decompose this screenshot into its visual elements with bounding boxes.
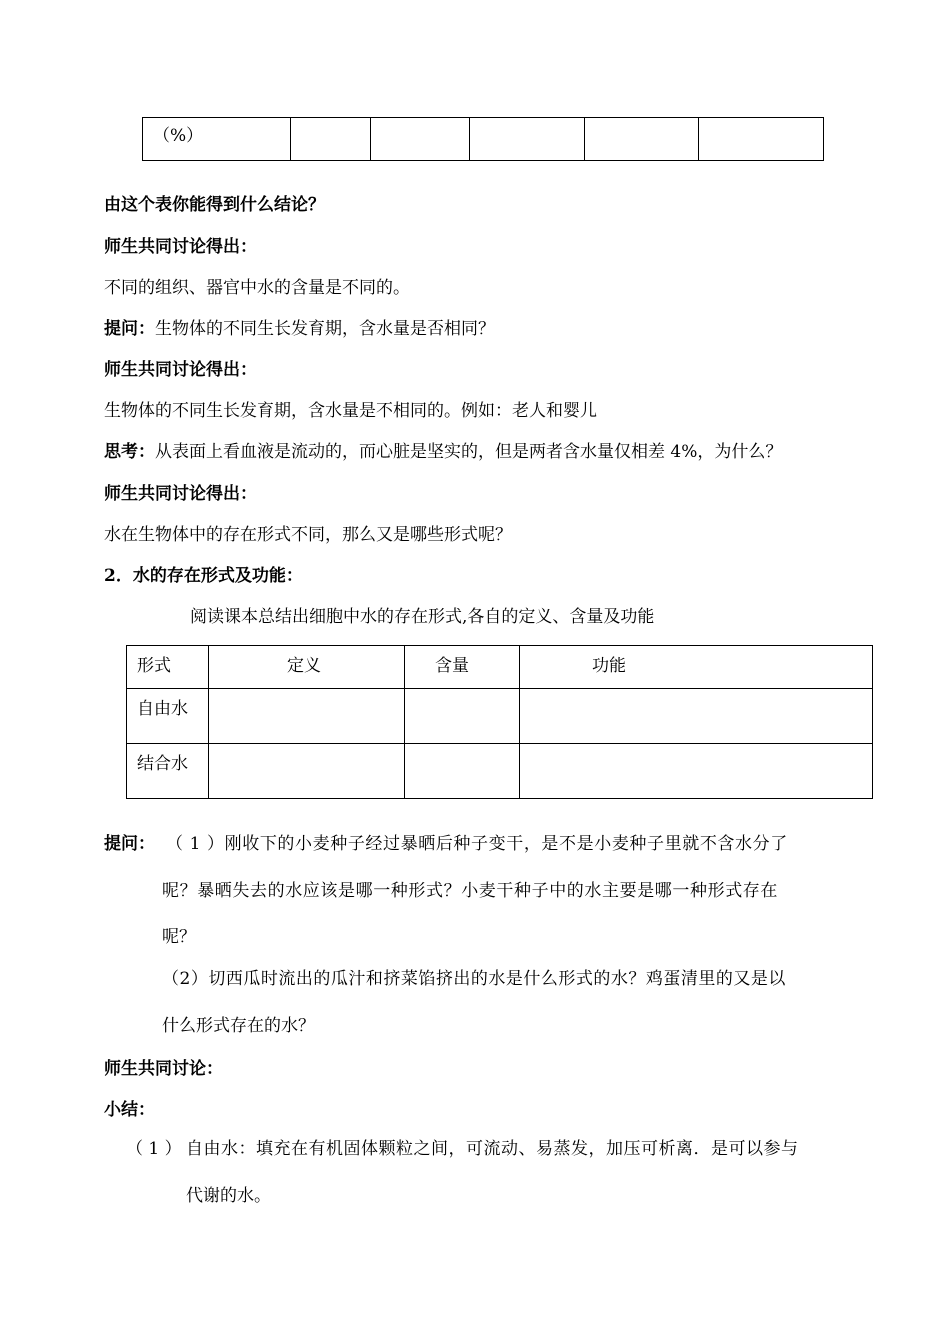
summary-item-number: （ 1 ） xyxy=(126,1139,182,1159)
table-cell xyxy=(520,689,873,744)
conclusion-question: 由这个表你能得到什么结论？ xyxy=(104,195,325,215)
table-cell xyxy=(290,118,371,161)
table-header-row xyxy=(127,646,873,689)
water-forms-table xyxy=(126,645,873,799)
table-cell xyxy=(520,744,873,799)
reading-instruction: 阅读课本总结出细胞中水的存在形式,各自的定义、含量及功能 xyxy=(190,607,655,627)
summary-label: 小结： xyxy=(104,1100,155,1120)
question-line xyxy=(104,318,495,340)
table-cell: 自由水 xyxy=(127,689,209,744)
table-header-cell: 含量 xyxy=(405,646,520,689)
question-text: 生物体的不同生长发育期，含水量是否相同？ xyxy=(155,319,495,339)
think-text: 从表面上看血液是流动的，而心脏是坚实的，但是两者含水量仅相差 4%，为什么？ xyxy=(155,442,783,462)
think-line xyxy=(104,441,782,463)
question-label: 提问： xyxy=(104,834,155,854)
table-cell xyxy=(405,744,520,799)
table-header-cell: 功能 xyxy=(520,646,873,689)
answer-text: 不同的组织、器官中水的含量是不同的。 xyxy=(104,278,410,298)
discussion-heading: 师生共同讨论得出： xyxy=(104,484,257,504)
table-cell: 结合水 xyxy=(127,744,209,799)
table-header-cell: 定义 xyxy=(209,646,405,689)
summary-item-text: 代谢的水。 xyxy=(186,1186,271,1206)
discussion-heading: 师生共同讨论得出： xyxy=(104,360,257,380)
think-label: 思考： xyxy=(104,442,155,462)
table-cell xyxy=(470,118,585,161)
summary-item-text: 自由水：填充在有机固体颗粒之间，可流动、易蒸发，加压可析离．是可以参与 xyxy=(186,1139,799,1159)
answer-text: 生物体的不同生长发育期，含水量是不相同的。例如：老人和婴儿 xyxy=(104,401,597,421)
question-1-line: 呢？暴晒失去的水应该是哪一种形式？小麦干种子中的水主要是哪一种形式存在 xyxy=(162,881,778,901)
table-cell: （%） xyxy=(143,118,291,161)
table-cell xyxy=(405,689,520,744)
table-cell xyxy=(209,689,405,744)
section-heading: 2．水的存在形式及功能： xyxy=(104,566,303,586)
question-label: 提问： xyxy=(104,319,155,339)
table-cell xyxy=(699,118,824,161)
table-header-cell: 形式 xyxy=(127,646,209,689)
table-row xyxy=(127,744,873,799)
top-table xyxy=(142,117,824,161)
question-1-line: 呢？ xyxy=(162,927,196,947)
question-2-line: （2）切西瓜时流出的瓜汁和挤菜馅挤出的水是什么形式的水？鸡蛋清里的又是以 xyxy=(162,969,786,989)
discussion-heading: 师生共同讨论得出： xyxy=(104,237,257,257)
table-cell xyxy=(371,118,470,161)
discussion-heading: 师生共同讨论： xyxy=(104,1059,223,1079)
table-row xyxy=(127,689,873,744)
question-2-line: 什么形式存在的水？ xyxy=(162,1016,315,1036)
question-1-line: （ 1 ）刚收下的小麦种子经过暴晒后种子变干，是不是小麦种子里就不含水分了 xyxy=(166,834,788,854)
table-cell xyxy=(584,118,699,161)
table-row xyxy=(143,118,824,161)
table-cell xyxy=(209,744,405,799)
answer-text: 水在生物体中的存在形式不同，那么又是哪些形式呢？ xyxy=(104,525,512,545)
